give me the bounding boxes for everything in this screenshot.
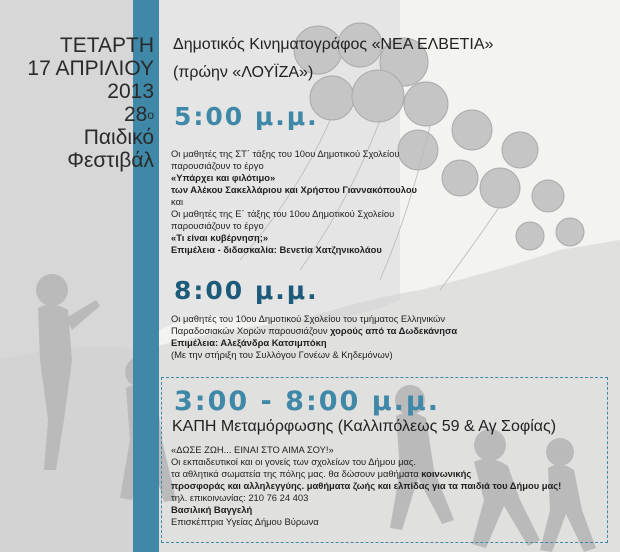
session1-line: και [171, 196, 184, 207]
session1-line: Οι μαθητές της Ε΄ τάξης του 10ου Δημοτικού Σχολείου [171, 208, 395, 219]
date-column [4, 34, 154, 172]
session1-direction: Επιμέλεια - διδασκαλία: Βενετία Χατζηνικολάου [171, 244, 382, 255]
session3-location: ΚΑΠΗ Μεταμόρφωσης (Καλλιπόλεως 59 & Αγ Σοφίας) [172, 418, 557, 435]
session3-time: 3:00 - 8:00 μ.μ. [174, 386, 440, 417]
session3-slogan: «ΔΩΣΕ ΖΩΗ... ΕΙΝΑΙ ΣΤΟ ΑΙΜΑ ΣΟΥ!» [171, 444, 334, 455]
session1-line: Οι μαθητές της ΣΤ΄ τάξης του 10ου Δημοτικού Σχολείου [171, 148, 400, 159]
session3-line: Οι εκπαιδευτικοί και οι γονείς των σχολείων του Δήμου μας. [171, 456, 417, 467]
festival-title-line1: Παιδικό [83, 126, 154, 149]
session3-contact-name: Βασιλική Βαγγελή [171, 504, 253, 515]
session1-line: παρουσιάζουν το έργο [171, 160, 264, 171]
session3-contact-role: Επισκέπτρια Υγείας Δήμου Βύρωνα [171, 516, 319, 527]
venue-former-name: (πρώην «ΛΟΥΪΖΑ») [173, 64, 314, 81]
session2-direction: Επιμέλεια: Αλεξάνδρα Κατσιμπόκη [171, 337, 327, 348]
session3-details [171, 444, 561, 528]
session1-play-title-2: «Τι είναι κυβέρνηση;» [171, 232, 269, 243]
session1-details [171, 148, 417, 256]
session2-details [171, 313, 457, 361]
session2-dances: χορούς από τα Δωδεκάνησα [330, 325, 458, 336]
session2-line: Παραδοσιακών Χορών παρουσιάζουν χορούς από τα Δωδεκάνησα [171, 325, 458, 336]
session3-phone: τηλ. επικοινωνίας: 210 76 24 403 [171, 492, 309, 503]
edition-number: $28^o$ [123, 103, 154, 126]
venue-name: Δημοτικός Κινηματογράφος «ΝΕΑ ΕΛΒΕΤΙΑ» [173, 36, 494, 53]
session1-line: παρουσιάζουν το έργο [171, 220, 264, 231]
weekday: ΤΕΤΑΡΤΗ [59, 34, 154, 57]
edition-suffix: ο [147, 108, 154, 122]
session1-authors: των Αλέκου Σακελλάριου και Χρήστου Γιαννακόπουλου [171, 184, 418, 195]
session2-line: Οι μαθητές του 10ου Δημοτικού Σχολείου του τμήματος Ελληνικών [171, 313, 446, 324]
session3-lesson: προσφοράς και αλληλεγγύης. μαθήματα ζωής και ελπίδας για τα παιδιά του Δήμου μας! [171, 480, 562, 491]
session2-support: (Με την στήριξη του Συλλόγου Γονέων & Κηδεμόνων) [171, 349, 393, 360]
festival-title-line2: Φεστιβάλ [67, 149, 154, 172]
event-year: 2013 [107, 80, 154, 103]
session1-time: 5:00 μ.μ. [174, 102, 319, 131]
session2-time: 8:00 μ.μ. [174, 276, 319, 305]
session1-play-title: «Υπάρχει και φιλότιμο» [171, 172, 276, 183]
event-date: 17 ΑΠΡΙΛΙΟΥ [27, 57, 154, 80]
session3-line: τα αθλητικά σωματεία της πόλης μας. θα δώσουν μαθήματα κοινωνικής [171, 468, 472, 479]
